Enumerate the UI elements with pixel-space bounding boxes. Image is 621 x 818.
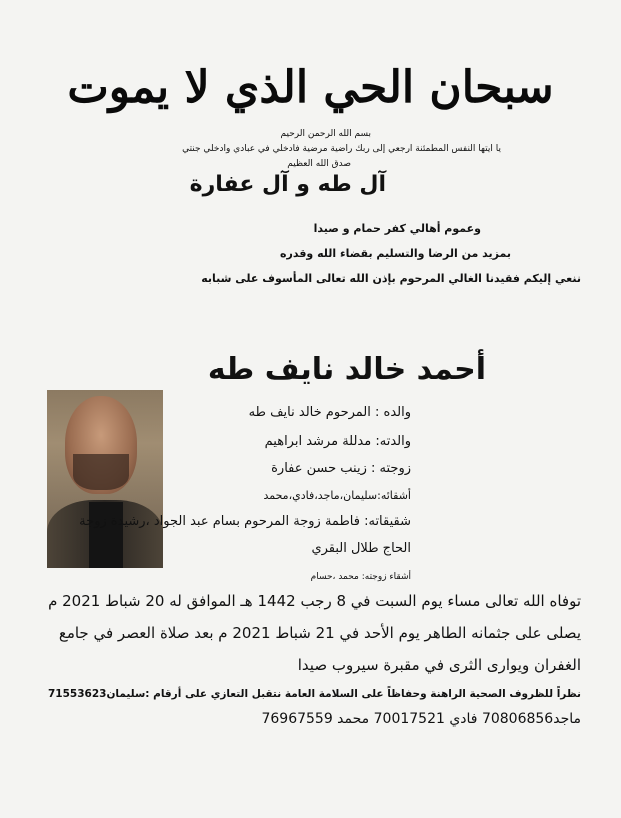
intro-line-1: وعموم أهالي كفر حمام و صيدا xyxy=(313,222,481,235)
father-line: والده : المرحوم خالد نايف طه xyxy=(248,405,411,420)
wife-brothers-line: أشقاء زوجته: محمد ،حسام xyxy=(310,572,411,582)
sisters-line-1: شقيقاته: فاطمة زوجة المرحوم بسام عبد الجواد ،رشيدة زوجة xyxy=(79,514,411,529)
sisters-line-2: الحاج طلال البقري xyxy=(311,541,411,556)
wife-line: زوجته : زينب حسن عفارة xyxy=(271,461,411,476)
basmala: بسم الله الرحمن الرحيم xyxy=(280,129,371,139)
death-date-line: توفاه الله تعالى مساء يوم السبت في 8 رجب 1442 هـ الموافق له 20 شباط 2021 م xyxy=(48,592,581,610)
photo-shirt xyxy=(89,502,123,568)
deceased-name: أحمد خالد نايف طه xyxy=(207,352,486,387)
prayer-line: يصلى على جثمانه الطاهر يوم الأحد في 21 شباط 2021 م بعد صلاة العصر في جامع xyxy=(58,624,581,642)
intro-line-2: بمزيد من الرضا والتسليم بقضاء الله وقدره xyxy=(280,247,511,260)
mother-line: والدته: مدللة مرشد ابراهيم xyxy=(264,434,411,449)
burial-line: الغفران ويوارى الثرى في مقبرة سيروب صيدا xyxy=(297,656,581,674)
obituary-title: سبحان الحي الذي لا يموت xyxy=(67,62,554,113)
condolence-phones: ماجد70806856 فادي 70017521 محمد 76967559 xyxy=(261,711,581,727)
condolence-note: نظراً للظروف الصحية الراهنة وحفاظاً على السلامة العامة نتقبل التعازي على أرقام :سليمان71553623 xyxy=(48,688,581,700)
quran-verse: يا ايتها النفس المطمئنة ارجعي إلى ربك راضية مرضية فادخلي في عبادي وادخلي جنتي xyxy=(182,144,501,154)
deceased-photo xyxy=(47,390,163,568)
intro-line-3: ننعي إليكم فقيدنا الغالي المرحوم بإذن الله تعالى المأسوف على شبابه xyxy=(201,272,581,285)
photo-beard xyxy=(73,454,129,490)
verse-closing: صدق الله العظيم xyxy=(287,159,351,169)
families-heading: آل طه و آل عفارة xyxy=(189,172,386,197)
brothers-line: أشقائه:سليمان،ماجد،فادي،محمد xyxy=(263,489,411,502)
